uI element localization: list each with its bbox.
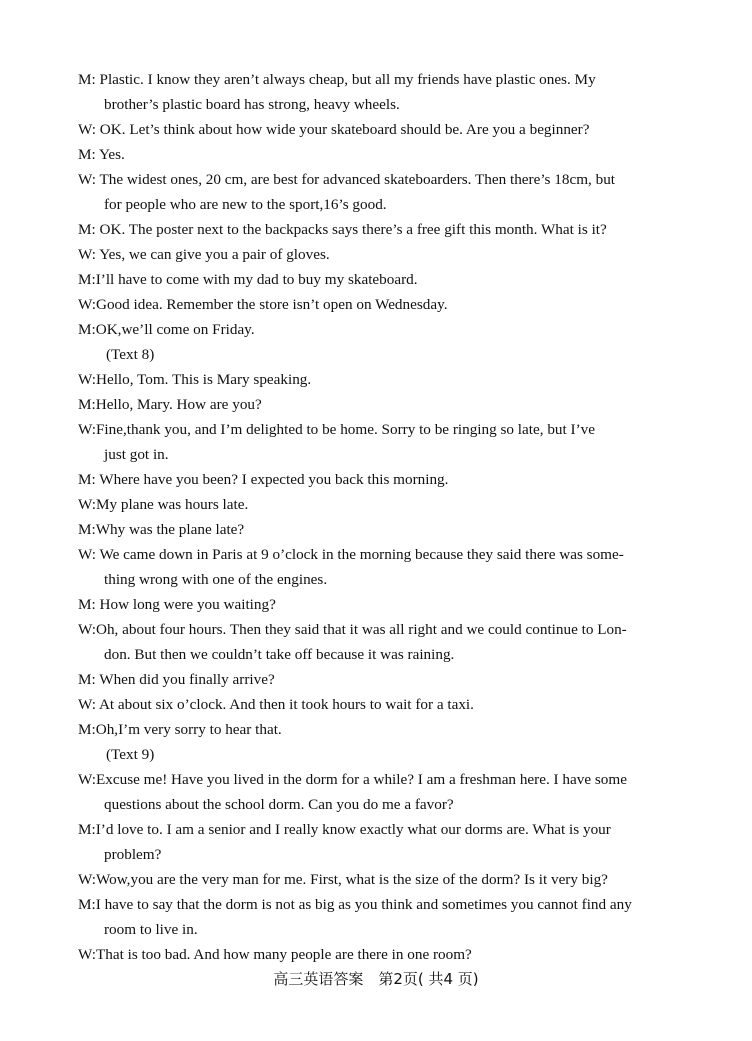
text-line: brother’s plastic board has strong, heavy wheels. (104, 96, 400, 113)
text-line: M: Plastic. I know they aren’t always cheap, but all my friends have plastic ones. My (78, 71, 596, 88)
text-line: W:Good idea. Remember the store isn’t open on Wednesday. (78, 296, 448, 313)
text-line: M: Where have you been? I expected you back this morning. (78, 471, 449, 488)
text-line: M: Yes. (78, 146, 125, 163)
text-line: for people who are new to the sport,16’s good. (104, 196, 387, 213)
text-line: M: How long were you waiting? (78, 596, 276, 613)
section-heading: (Text 8) (106, 346, 155, 363)
text-line: don. But then we couldn’t take off because it was raining. (104, 646, 455, 663)
text-line: W: Yes, we can give you a pair of gloves. (78, 246, 330, 263)
text-line: room to live in. (104, 921, 198, 938)
text-line: just got in. (104, 446, 169, 463)
text-line: M:I’ll have to come with my dad to buy my skateboard. (78, 271, 418, 288)
text-line: M:I’d love to. I am a senior and I really know exactly what our dorms are. What is your (78, 821, 611, 838)
text-line: M:Why was the plane late? (78, 521, 245, 538)
text-line: M:Oh,I’m very sorry to hear that. (78, 721, 282, 738)
text-line: W: At about six o’clock. And then it took hours to wait for a taxi. (78, 696, 474, 713)
text-line: W:That is too bad. And how many people are there in one room? (78, 946, 472, 963)
text-line: M:OK,we’ll come on Friday. (78, 321, 255, 338)
text-line: M: When did you finally arrive? (78, 671, 275, 688)
text-line: thing wrong with one of the engines. (104, 571, 328, 588)
text-line: M:I have to say that the dorm is not as big as you think and sometimes you cannot find any (78, 896, 632, 913)
text-line: W: We came down in Paris at 9 o’clock in the morning because they said there was some- (78, 546, 624, 563)
text-line: questions about the school dorm. Can you do me a favor? (104, 796, 454, 813)
text-line: W: OK. Let’s think about how wide your skateboard should be. Are you a beginner? (78, 121, 590, 138)
text-line: W:Hello, Tom. This is Mary speaking. (78, 371, 312, 388)
text-line: M: OK. The poster next to the backpacks says there’s a free gift this month. What is it? (78, 221, 607, 238)
text-line: W:Fine,thank you, and I’m delighted to be home. Sorry to be ringing so late, but I’ve (78, 421, 595, 438)
text-line: M:Hello, Mary. How are you? (78, 396, 262, 413)
text-line: W:Wow,you are the very man for me. First, what is the size of the dorm? Is it very big? (78, 871, 608, 888)
text-line: W:Oh, about four hours. Then they said that it was all right and we could continue to Lon- (78, 621, 627, 638)
text-line: W: The widest ones, 20 cm, are best for advanced skateboarders. Then there’s 18cm, but (78, 171, 616, 188)
page-footer: 高三英语答案 第2页( 共4 页) (273, 970, 479, 988)
text-line: problem? (104, 846, 162, 863)
text-line: W:My plane was hours late. (78, 496, 249, 513)
dialogue-text (78, 67, 686, 967)
text-line: W:Excuse me! Have you lived in the dorm for a while? I am a freshman here. I have some (78, 771, 627, 788)
section-heading: (Text 9) (106, 746, 155, 763)
